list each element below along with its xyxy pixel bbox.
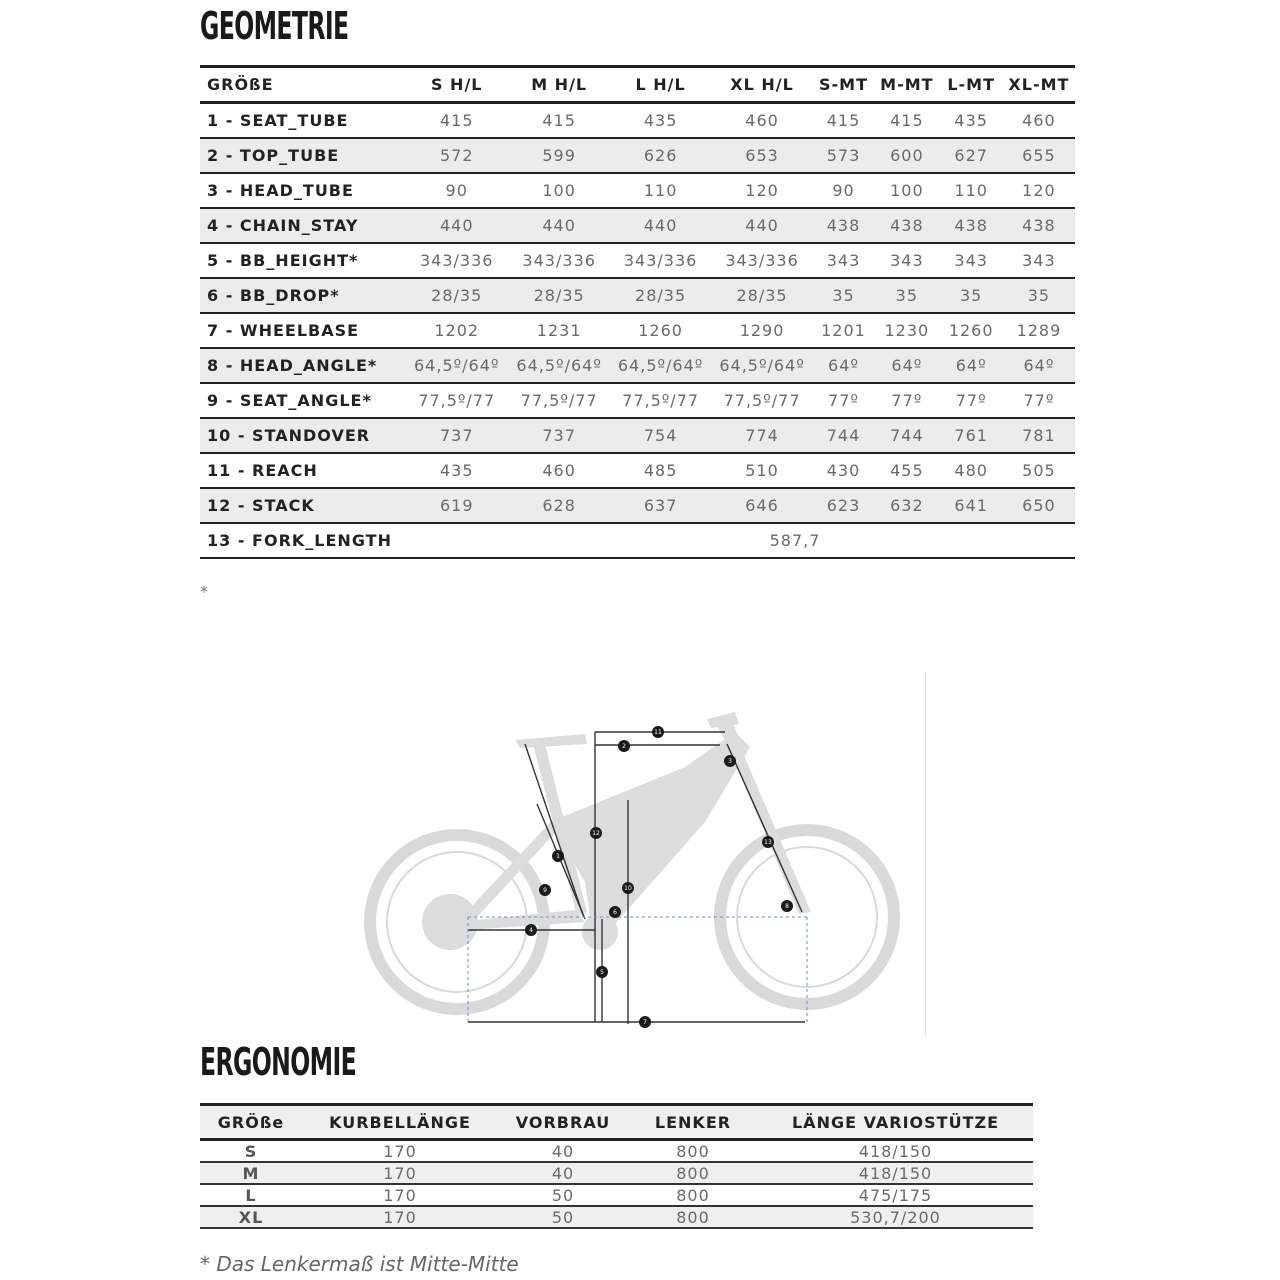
table-cell: 737 (508, 418, 609, 453)
table-cell: 110 (940, 173, 1003, 208)
table-cell: 64,5º/64º (711, 348, 812, 383)
table-cell: 637 (610, 488, 711, 523)
table-row (200, 453, 1075, 488)
table-cell: 438 (874, 208, 939, 243)
table-cell: 77,5º/77 (405, 383, 508, 418)
row-label: 11 - REACH (200, 453, 405, 488)
header-xl-mt: XL-MT (1003, 67, 1075, 103)
ergonomics-note: * Das Lenkermaß ist Mitte-Mitte (200, 1252, 519, 1276)
geometry-header-row (200, 67, 1075, 103)
fork-length-label: 13 - FORK_LENGTH (200, 523, 405, 558)
table-cell: 1290 (711, 313, 812, 348)
table-cell: 460 (1003, 103, 1075, 139)
table-cell: 77,5º/77 (711, 383, 812, 418)
cassette (422, 894, 478, 950)
table-cell: 343 (940, 243, 1003, 278)
table-cell: 440 (711, 208, 812, 243)
table-cell: 90 (813, 173, 874, 208)
header-m-hl: M H/L (508, 67, 609, 103)
table-cell: 438 (813, 208, 874, 243)
bike-geometry-diagram (355, 672, 930, 1037)
table-row (200, 418, 1075, 453)
row-label: 7 - WHEELBASE (200, 313, 405, 348)
table-row (200, 348, 1075, 383)
row-label: 3 - HEAD_TUBE (200, 173, 405, 208)
header-l-hl: L H/L (610, 67, 711, 103)
table-cell: 655 (1003, 138, 1075, 173)
marker-label-6: 6 (613, 909, 617, 916)
table-cell: 800 (628, 1206, 758, 1228)
table-cell: 653 (711, 138, 812, 173)
table-cell: 530,7/200 (758, 1206, 1033, 1228)
row-label: 6 - BB_DROP* (200, 278, 405, 313)
table-cell: 415 (874, 103, 939, 139)
ergo-header-dropper: LÄNGE VARIOSTÜTZE (758, 1105, 1033, 1140)
table-cell: 170 (302, 1162, 498, 1184)
table-cell: 460 (711, 103, 812, 139)
table-cell: 626 (610, 138, 711, 173)
table-row (200, 138, 1075, 173)
table-cell: 40 (498, 1140, 628, 1163)
size-label: XL (200, 1206, 302, 1228)
table-cell: 781 (1003, 418, 1075, 453)
table-cell: 623 (813, 488, 874, 523)
table-cell: 438 (940, 208, 1003, 243)
table-row (200, 488, 1075, 523)
table-cell: 737 (405, 418, 508, 453)
table-cell: 1260 (940, 313, 1003, 348)
size-label: M (200, 1162, 302, 1184)
table-cell: 440 (405, 208, 508, 243)
table-cell: 35 (813, 278, 874, 313)
table-cell: 100 (508, 173, 609, 208)
table-cell: 754 (610, 418, 711, 453)
table-cell: 505 (1003, 453, 1075, 488)
header-size: GRÖßE (200, 67, 405, 103)
ergonomics-table (200, 1103, 1033, 1229)
table-cell: 343 (1003, 243, 1075, 278)
header-s-hl: S H/L (405, 67, 508, 103)
table-cell: 64,5º/64º (508, 348, 609, 383)
table-cell: 430 (813, 453, 874, 488)
diagram-divider (925, 672, 926, 1037)
table-cell: 343/336 (610, 243, 711, 278)
table-cell: 343/336 (711, 243, 812, 278)
marker-label-10: 10 (624, 885, 632, 892)
table-cell: 77º (1003, 383, 1075, 418)
table-row (200, 313, 1075, 348)
table-cell: 800 (628, 1184, 758, 1206)
row-label: 10 - STANDOVER (200, 418, 405, 453)
table-cell: 761 (940, 418, 1003, 453)
geometry-title: GEOMETRIE (200, 4, 349, 48)
table-cell: 170 (302, 1140, 498, 1163)
marker-label-2: 2 (622, 743, 626, 750)
table-row (200, 243, 1075, 278)
size-label: L (200, 1184, 302, 1206)
table-cell: 77º (940, 383, 1003, 418)
row-label: 1 - SEAT_TUBE (200, 103, 405, 139)
ergonomics-table-body (200, 1140, 1033, 1229)
table-cell: 1202 (405, 313, 508, 348)
table-cell: 650 (1003, 488, 1075, 523)
table-cell: 800 (628, 1140, 758, 1163)
stem (707, 712, 739, 728)
table-row (200, 208, 1075, 243)
table-cell: 800 (628, 1162, 758, 1184)
table-cell: 418/150 (758, 1140, 1033, 1163)
ergo-header-crank: KURBELLÄNGE (302, 1105, 498, 1140)
table-cell: 120 (1003, 173, 1075, 208)
marker-label-5: 5 (600, 969, 604, 976)
table-cell: 77º (813, 383, 874, 418)
fork-length-value: 587,7 (405, 523, 1075, 558)
table-cell: 1201 (813, 313, 874, 348)
table-cell: 28/35 (610, 278, 711, 313)
table-cell: 28/35 (711, 278, 812, 313)
table-cell: 77,5º/77 (610, 383, 711, 418)
table-cell: 35 (874, 278, 939, 313)
table-cell: 77,5º/77 (508, 383, 609, 418)
table-cell: 100 (874, 173, 939, 208)
row-label: 8 - HEAD_ANGLE* (200, 348, 405, 383)
table-row (200, 1162, 1033, 1184)
table-cell: 440 (508, 208, 609, 243)
table-cell: 510 (711, 453, 812, 488)
table-cell: 480 (940, 453, 1003, 488)
table-cell: 35 (1003, 278, 1075, 313)
bike-diagram-svg (355, 672, 930, 1037)
table-cell: 64º (940, 348, 1003, 383)
table-cell: 1289 (1003, 313, 1075, 348)
table-row (200, 173, 1075, 208)
table-cell: 77º (874, 383, 939, 418)
table-cell: 435 (610, 103, 711, 139)
size-label: S (200, 1140, 302, 1163)
marker-label-8: 8 (785, 903, 789, 910)
ergonomics-title: ERGONOMIE (200, 1040, 357, 1084)
table-cell: 440 (610, 208, 711, 243)
table-cell: 627 (940, 138, 1003, 173)
table-cell: 343 (874, 243, 939, 278)
table-row (200, 278, 1075, 313)
table-cell: 50 (498, 1184, 628, 1206)
table-cell: 628 (508, 488, 609, 523)
table-cell: 64,5º/64º (610, 348, 711, 383)
row-label: 12 - STACK (200, 488, 405, 523)
chainring (582, 914, 618, 950)
table-cell: 343/336 (508, 243, 609, 278)
table-cell: 50 (498, 1206, 628, 1228)
table-cell: 64º (874, 348, 939, 383)
table-cell: 435 (405, 453, 508, 488)
table-cell: 744 (874, 418, 939, 453)
table-cell: 170 (302, 1184, 498, 1206)
table-cell: 64,5º/64º (405, 348, 508, 383)
table-cell: 774 (711, 418, 812, 453)
header-s-mt: S-MT (813, 67, 874, 103)
table-cell: 744 (813, 418, 874, 453)
marker-label-9: 9 (543, 887, 547, 894)
header-xl-hl: XL H/L (711, 67, 812, 103)
table-cell: 600 (874, 138, 939, 173)
marker-label-3: 3 (728, 758, 732, 765)
table-cell: 64º (1003, 348, 1075, 383)
table-cell: 90 (405, 173, 508, 208)
row-label: 5 - BB_HEIGHT* (200, 243, 405, 278)
row-label: 9 - SEAT_ANGLE* (200, 383, 405, 418)
table-row-fork-length (200, 523, 1075, 558)
table-row (200, 383, 1075, 418)
table-cell: 435 (940, 103, 1003, 139)
table-cell: 475/175 (758, 1184, 1033, 1206)
table-cell: 599 (508, 138, 609, 173)
ergo-header-bar: LENKER (628, 1105, 758, 1140)
header-l-mt: L-MT (940, 67, 1003, 103)
marker-label-7: 7 (643, 1019, 647, 1026)
marker-label-13: 13 (764, 839, 772, 846)
ergo-header-stem: VORBRAU (498, 1105, 628, 1140)
table-cell: 415 (813, 103, 874, 139)
table-cell: 641 (940, 488, 1003, 523)
ergonomics-header-row (200, 1105, 1033, 1140)
table-cell: 418/150 (758, 1162, 1033, 1184)
table-cell: 485 (610, 453, 711, 488)
marker-label-1: 1 (556, 853, 560, 860)
table-row (200, 103, 1075, 139)
table-cell: 415 (405, 103, 508, 139)
table-cell: 455 (874, 453, 939, 488)
table-cell: 28/35 (405, 278, 508, 313)
table-cell: 619 (405, 488, 508, 523)
ergo-header-size: GRÖße (200, 1105, 302, 1140)
row-label: 2 - TOP_TUBE (200, 138, 405, 173)
marker-label-4: 4 (529, 927, 533, 934)
table-cell: 35 (940, 278, 1003, 313)
table-cell: 343 (813, 243, 874, 278)
header-m-mt: M-MT (874, 67, 939, 103)
geometry-table-body (200, 103, 1075, 559)
table-cell: 1231 (508, 313, 609, 348)
table-cell: 28/35 (508, 278, 609, 313)
table-cell: 170 (302, 1206, 498, 1228)
table-cell: 573 (813, 138, 874, 173)
geometry-table (200, 65, 1075, 559)
table-cell: 40 (498, 1162, 628, 1184)
table-row (200, 1206, 1033, 1228)
marker-label-12: 12 (592, 830, 600, 837)
row-label: 4 - CHAIN_STAY (200, 208, 405, 243)
marker-label-11: 11 (654, 729, 662, 736)
table-cell: 64º (813, 348, 874, 383)
table-cell: 120 (711, 173, 812, 208)
table-cell: 632 (874, 488, 939, 523)
table-cell: 572 (405, 138, 508, 173)
table-cell: 1260 (610, 313, 711, 348)
table-row (200, 1184, 1033, 1206)
geometry-footnote: * (200, 582, 208, 601)
table-cell: 438 (1003, 208, 1075, 243)
table-row (200, 1140, 1033, 1163)
table-cell: 646 (711, 488, 812, 523)
table-cell: 460 (508, 453, 609, 488)
table-cell: 343/336 (405, 243, 508, 278)
table-cell: 415 (508, 103, 609, 139)
table-cell: 1230 (874, 313, 939, 348)
table-cell: 110 (610, 173, 711, 208)
